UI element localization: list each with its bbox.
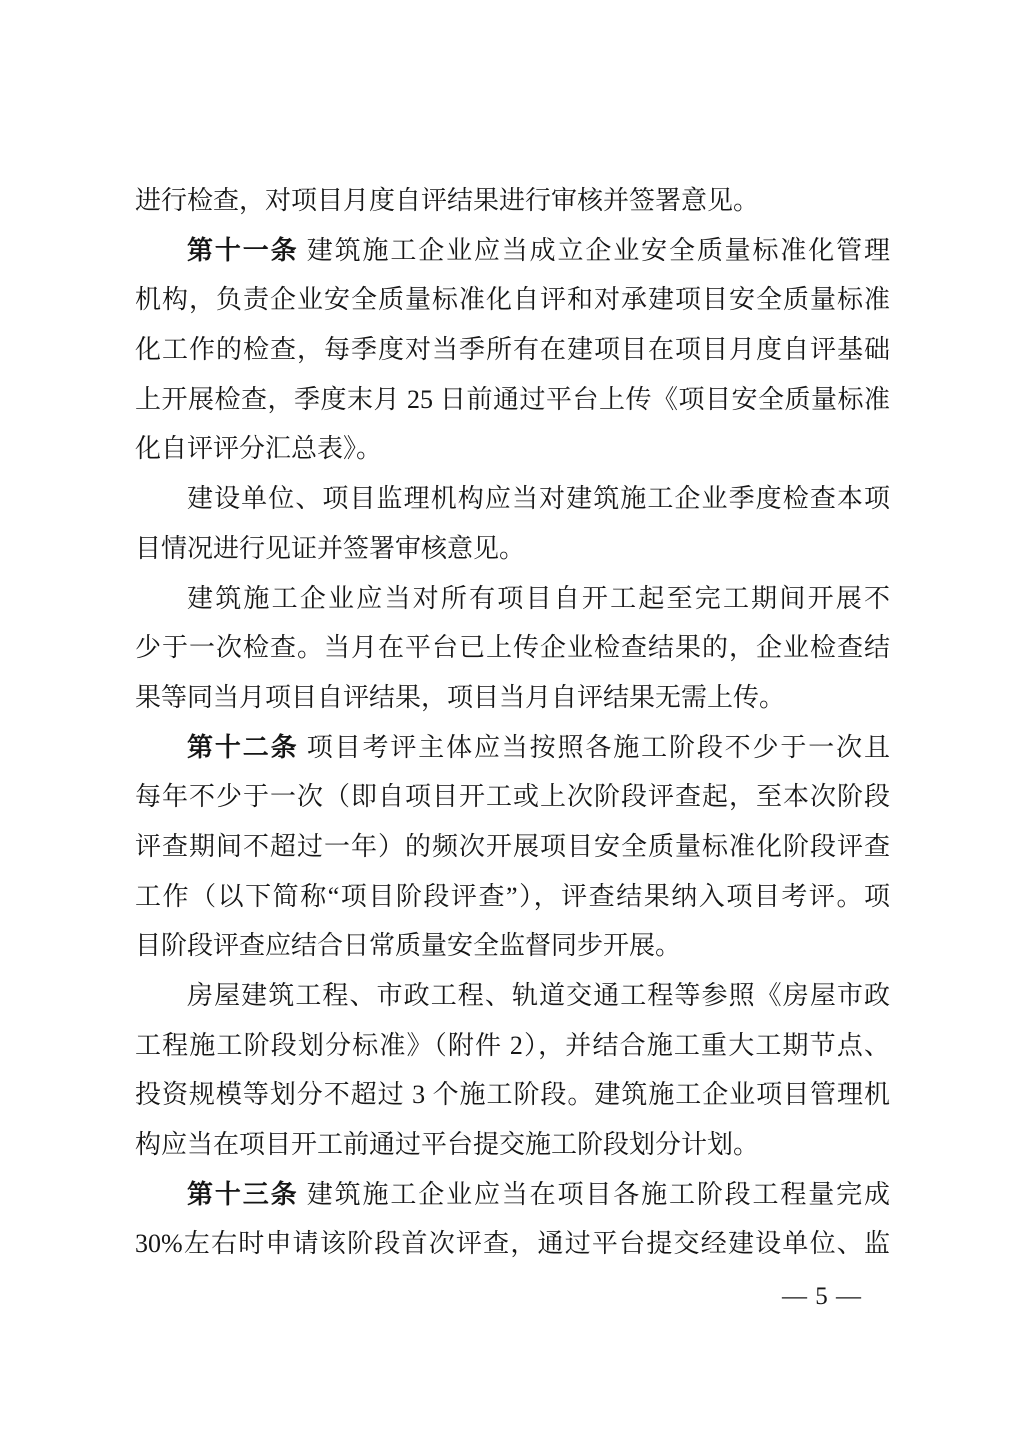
text-line (135, 1070, 890, 1120)
text-line (135, 1219, 890, 1269)
text-segment: 工作（以下简称“项目阶段评查”），评查结果纳入项目考评。项 (135, 881, 890, 911)
text-segment: 建设单位、项目监理机构应当对建筑施工企业季度检查本项 (187, 484, 890, 514)
text-line (135, 1120, 890, 1170)
text-line (135, 375, 890, 425)
text-line (135, 772, 890, 822)
text-segment: 机构，负责企业安全质量标准化自评和对承建项目安全质量标准 (135, 285, 890, 315)
text-line (135, 424, 890, 474)
text-line (135, 226, 890, 276)
article-number: 第十二条 (187, 732, 299, 762)
text-line (135, 822, 890, 872)
text-line (135, 872, 890, 922)
text-segment: 每年不少于一次（即自项目开工或上次阶段评查起，至本次阶段 (135, 782, 890, 812)
text-segment: 30%左右时申请该阶段首次评查，通过平台提交经建设单位、监 (135, 1229, 890, 1259)
text-line (135, 1170, 890, 1220)
text-line (135, 1021, 890, 1071)
text-segment: 建筑施工企业应当成立企业安全质量标准化管理 (298, 235, 890, 265)
text-segment: 目阶段评查应结合日常质量安全监督同步开展。 (135, 931, 682, 961)
text-line (135, 176, 890, 226)
text-segment: 项目考评主体应当按照各施工阶段不少于一次且 (298, 732, 890, 762)
text-line (135, 971, 890, 1021)
text-segment: 工程施工阶段划分标准》（附件 2），并结合施工重大工期节点、 (135, 1030, 890, 1060)
text-line (135, 723, 890, 773)
text-line (135, 524, 890, 574)
text-segment: 投资规模等划分不超过 3 个施工阶段。建筑施工企业项目管理机 (135, 1080, 890, 1110)
article-number: 第十三条 (187, 1179, 299, 1209)
text-segment: 建筑施工企业应当在项目各施工阶段工程量完成 (298, 1179, 890, 1209)
text-segment: 构应当在项目开工前通过平台提交施工阶段划分计划。 (135, 1130, 760, 1160)
text-segment: 少于一次检查。当月在平台已上传企业检查结果的，企业检查结 (135, 633, 890, 663)
text-line (135, 921, 890, 971)
text-segment: 建筑施工企业应当对所有项目自开工起至完工期间开展不 (187, 583, 890, 613)
text-line (135, 325, 890, 375)
text-line (135, 673, 890, 723)
text-segment: 评查期间不超过一年）的频次开展项目安全质量标准化阶段评查 (135, 831, 890, 861)
text-line (135, 623, 890, 673)
text-line (135, 275, 890, 325)
text-segment: 进行检查，对项目月度自评结果进行审核并签署意见。 (135, 186, 760, 215)
text-segment: 化工作的检查，每季度对当季所有在建项目在项目月度自评基础 (135, 335, 890, 365)
text-block (135, 176, 890, 1269)
text-line (135, 474, 890, 524)
page-number: — 5 — (782, 1283, 862, 1310)
text-segment: 果等同当月项目自评结果，项目当月自评结果无需上传。 (135, 682, 786, 712)
text-segment: 上开展检查，季度末月 25 日前通过平台上传《项目安全质量标准 (135, 384, 890, 414)
text-segment: 房屋建筑工程、市政工程、轨道交通工程等参照《房屋市政 (187, 981, 890, 1010)
article-number: 第十一条 (187, 235, 299, 265)
text-segment: 化自评评分汇总表》。 (135, 434, 383, 464)
text-segment: 目情况进行见证并签署审核意见。 (135, 533, 526, 563)
text-line (135, 574, 890, 624)
